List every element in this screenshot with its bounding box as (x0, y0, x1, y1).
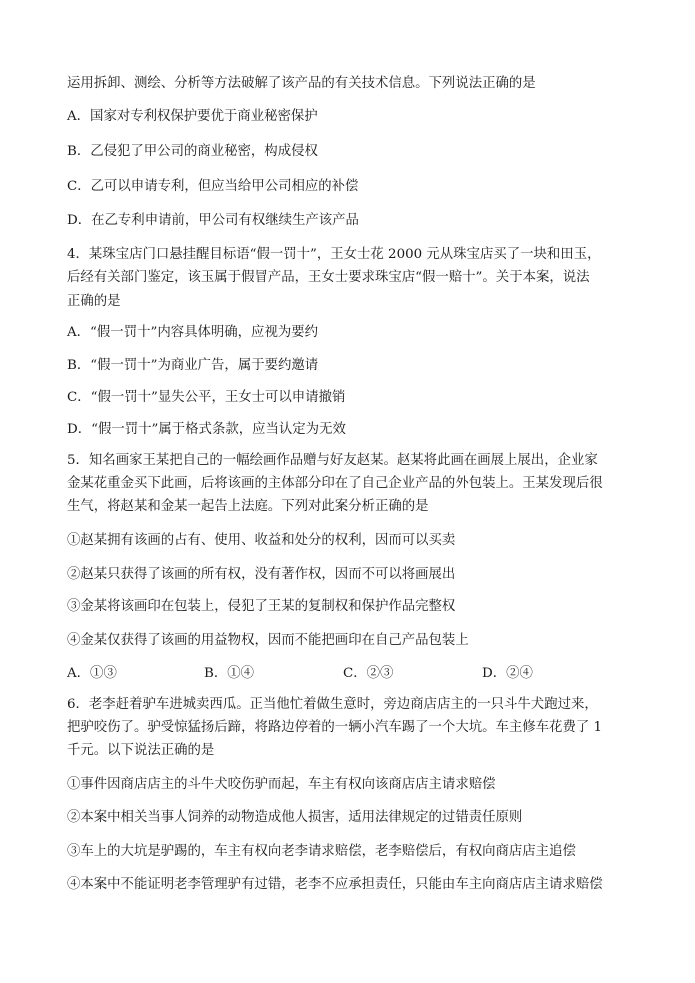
q3-stem-tail: 运用拆卸、测绘、分析等方法破解了该产品的有关技术信息。下列说法正确的是 (67, 76, 536, 91)
q6-stem-line-1: 6．老李赶着驴车进城卖西瓜。正当他忙着做生意时，旁边商店店主的一只斗牛犬跑过来， (67, 697, 598, 712)
q5-statement-4: ④金某仅获得了该画的用益物权，因而不能把画印在自己产品包装上 (67, 633, 469, 648)
q5-option-a: A．①③ (67, 666, 117, 681)
q4-option-a: A．“假一罚十”内容具体明确，应视为要约 (67, 325, 319, 340)
q4-option-c: C．“假一罚十”显失公平，王女士可以申请撤销 (67, 390, 346, 405)
q3-option-a: A．国家对专利权保护要优于商业秘密保护 (67, 109, 318, 124)
q6-stem-line-3: 千元。以下说法正确的是 (67, 743, 215, 758)
q5-option-b: B．①④ (204, 666, 255, 681)
q5-stem-line-1: 5．知名画家王某把自己的一幅绘画作品赠与好友赵某。赵某将此画在画展上展出，企业家 (67, 453, 598, 468)
q6-statement-4: ④本案中不能证明老李管理驴有过错，老李不应承担责任，只能由车主向商店店主请求赔偿 (67, 877, 603, 892)
q5-stem-line-3: 生气，将赵某和金某一起告上法庭。下列对此案分析正确的是 (67, 499, 429, 514)
q3-option-d: D．在乙专利申请前，甲公司有权继续生产该产品 (67, 213, 359, 228)
q5-statement-2: ②赵某只获得了该画的所有权，没有著作权，因而不可以将画展出 (67, 567, 456, 582)
q6-statement-1: ①事件因商店店主的斗牛犬咬伤驴而起，车主有权向该商店店主请求赔偿 (67, 777, 496, 792)
q3-option-b: B．乙侵犯了甲公司的商业秘密，构成侵权 (67, 144, 318, 159)
q5-answer-options (67, 665, 627, 683)
q5-statement-1: ①赵某拥有该画的占有、使用、收益和处分的权利，因而可以买卖 (67, 533, 456, 548)
q4-stem-line-1: 4．某珠宝店门口悬挂醒目标语“假一罚十”，王女士花 2000 元从珠宝店买了一块和田玉， (67, 247, 601, 262)
q5-option-c: C．②③ (343, 666, 394, 681)
q6-stem-line-2: 把驴咬伤了。驴受惊猛扬后蹄，将路边停着的一辆小汽车踢了一个大坑。车主修车花费了 1 (67, 720, 603, 735)
q5-statement-3: ③金某将该画印在包装上，侵犯了王某的复制权和保护作品完整权 (67, 599, 456, 614)
q5-option-d: D．②④ (482, 666, 533, 681)
q6-statement-3: ③车上的大坑是驴踢的，车主有权向老李请求赔偿，老李赔偿后，有权向商店店主追偿 (67, 844, 576, 859)
q4-stem-line-2: 后经有关部门鉴定，该玉属于假冒产品，王女士要求珠宝店“假一赔十”。关于本案，说法 (67, 270, 590, 285)
q4-option-d: D．“假一罚十”属于格式条款，应当认定为无效 (67, 422, 346, 437)
q5-stem-line-2: 金某花重金买下此画，后将该画的主体部分印在了自己企业产品的外包装上。王某发现后很 (67, 476, 603, 491)
q4-option-b: B．“假一罚十”为商业广告，属于要约邀请 (67, 358, 319, 373)
q4-stem-line-3: 正确的是 (67, 294, 121, 309)
q6-statement-2: ②本案中相关当事人饲养的动物造成他人损害，适用法律规定的过错责任原则 (67, 810, 523, 825)
q3-option-c: C．乙可以申请专利，但应当给甲公司相应的补偿 (67, 179, 359, 194)
